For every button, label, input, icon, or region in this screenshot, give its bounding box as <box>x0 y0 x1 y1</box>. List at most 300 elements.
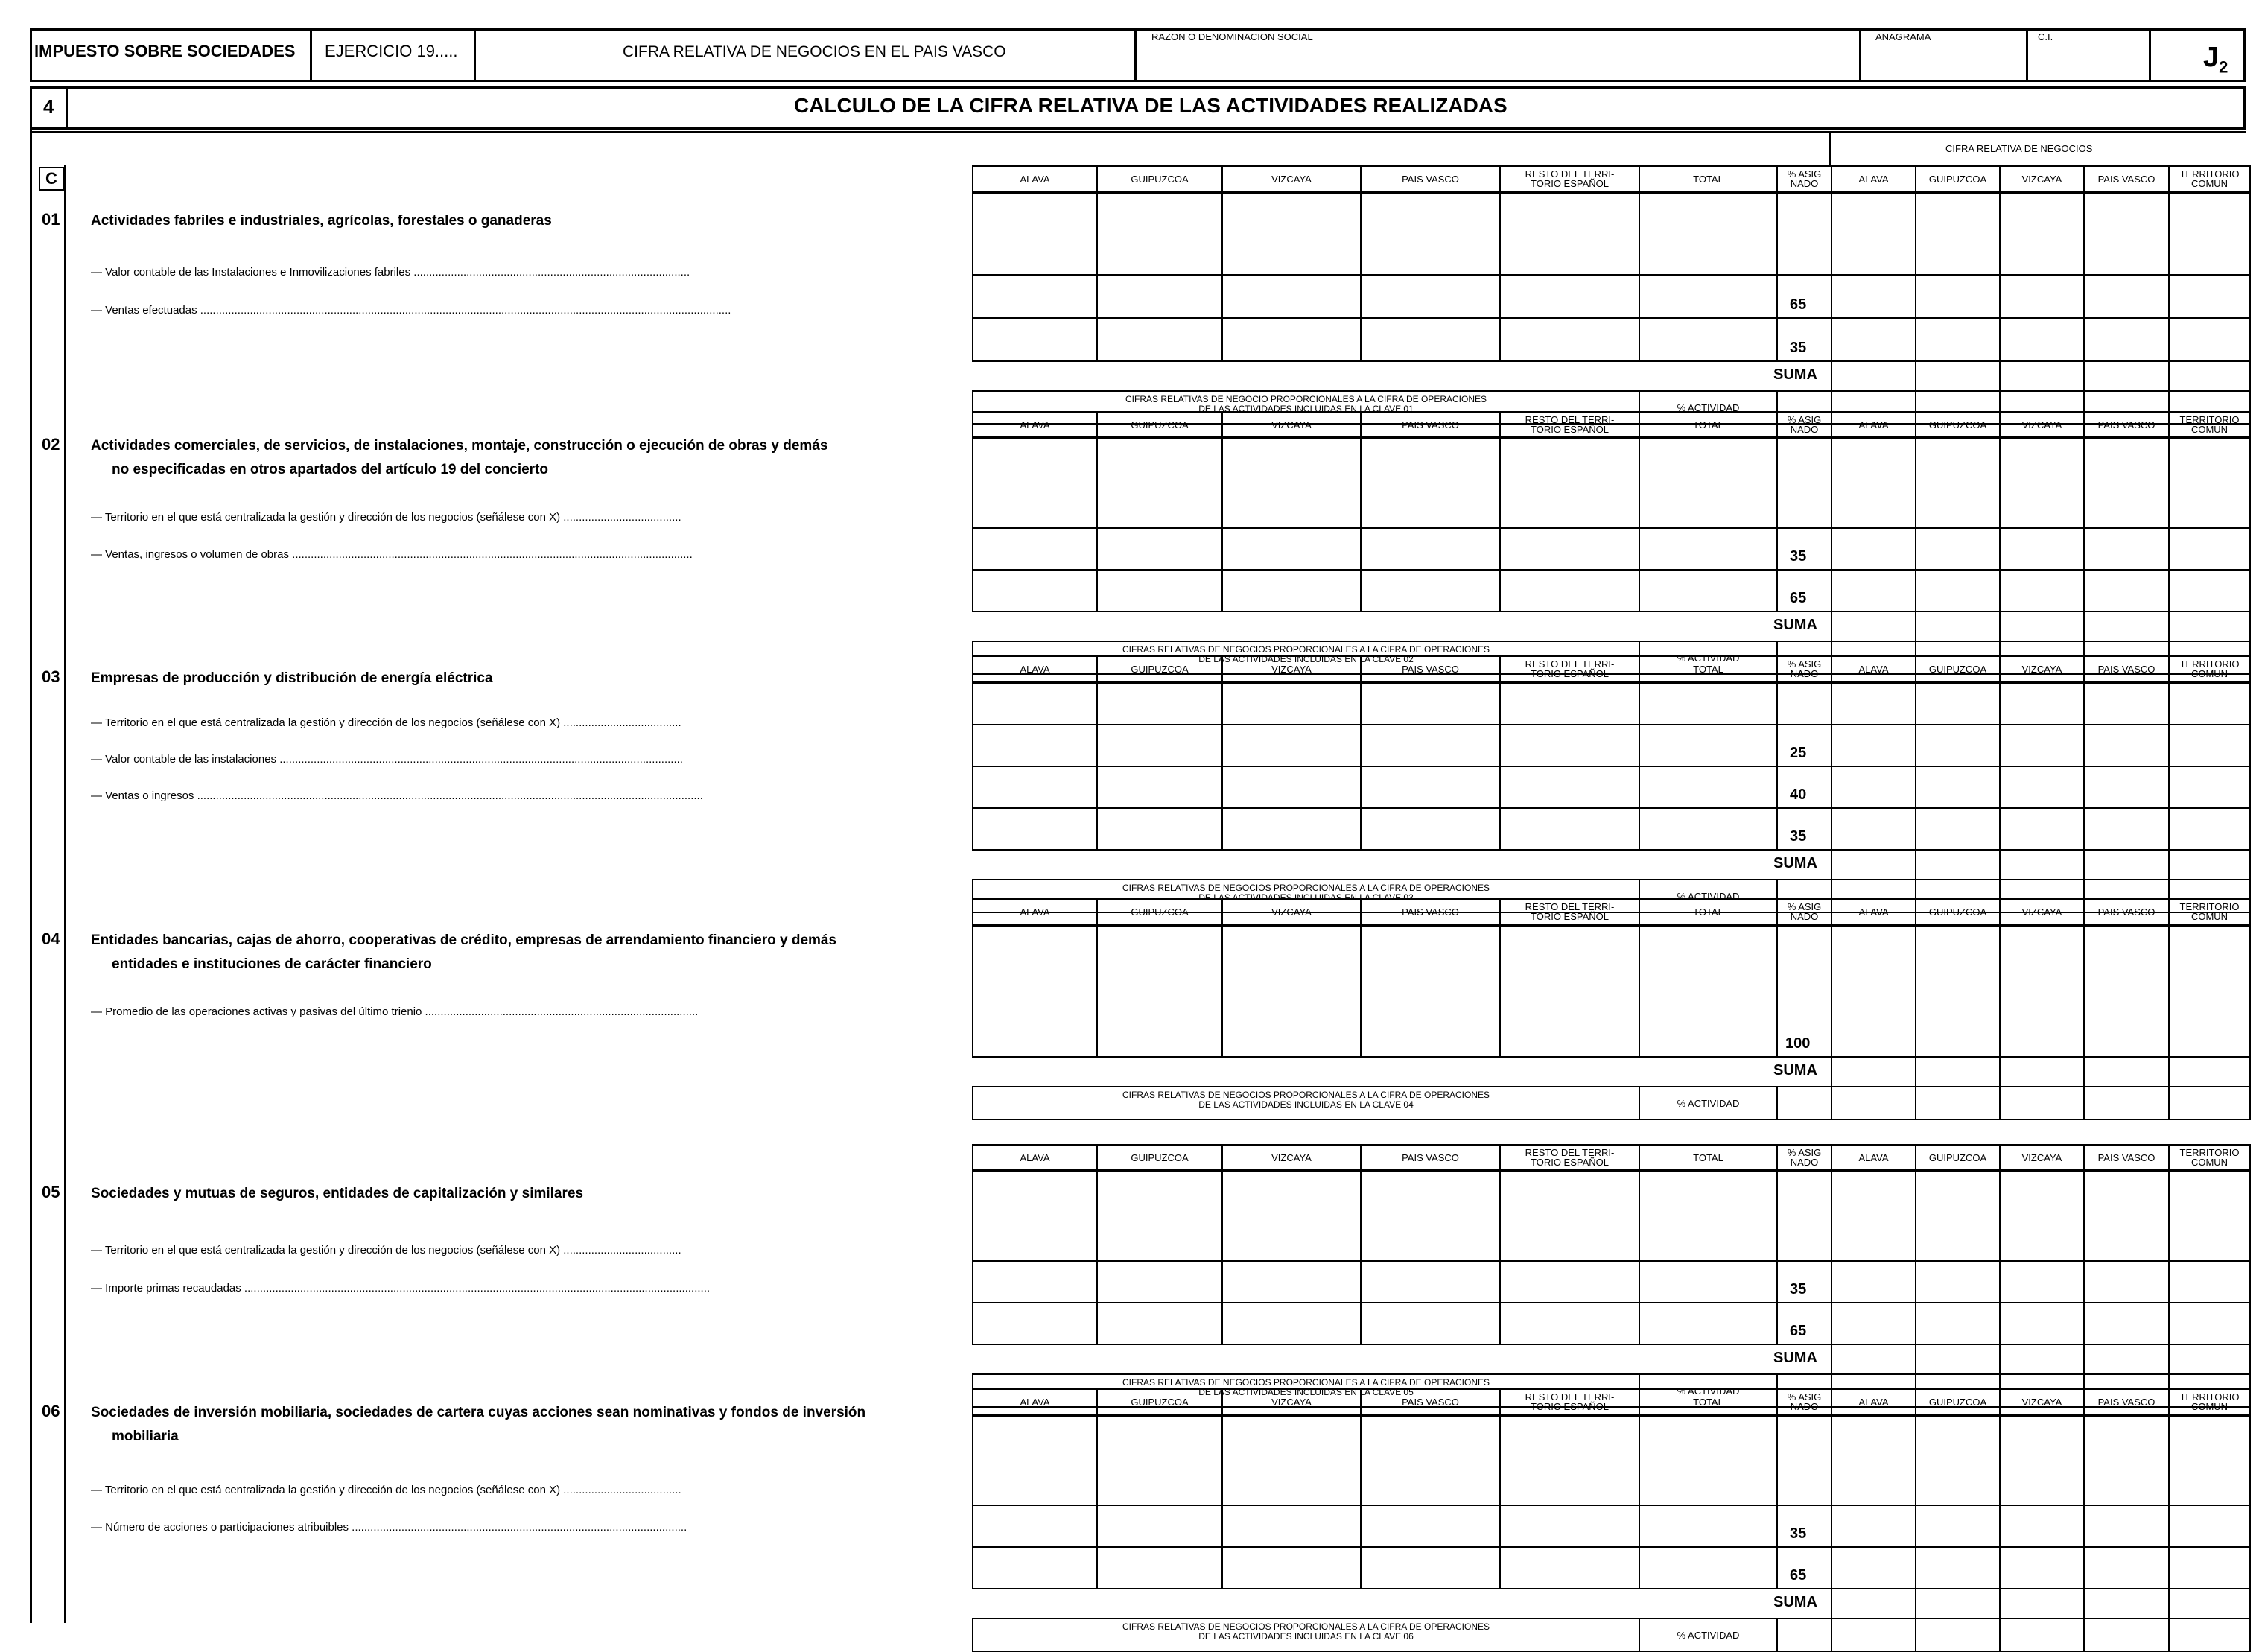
proportional-cell[interactable] <box>1831 1086 1916 1120</box>
amount-cell[interactable] <box>972 1505 1098 1548</box>
amount-cell[interactable] <box>972 1260 1098 1303</box>
amount-cell[interactable] <box>1831 1546 1916 1589</box>
amount-cell[interactable] <box>1096 682 1223 725</box>
amount-cell[interactable] <box>2168 317 2251 362</box>
amount-cell[interactable] <box>1499 317 1640 362</box>
amount-cell[interactable] <box>1360 569 1501 612</box>
amount-cell[interactable] <box>1096 569 1223 612</box>
proportional-cell[interactable] <box>2083 1086 2170 1120</box>
column-header: VIZCAYA <box>1999 1144 2085 1171</box>
amount-cell[interactable] <box>1360 317 1501 362</box>
amount-cell[interactable] <box>1096 1546 1223 1589</box>
amount-cell[interactable] <box>2168 527 2251 571</box>
column-header: GUIPUZCOA <box>1915 411 2001 438</box>
amount-cell[interactable] <box>1221 192 1362 276</box>
proportional-cell[interactable] <box>2168 1618 2251 1652</box>
suma-cell[interactable] <box>1831 849 1916 880</box>
amount-cell[interactable] <box>1360 274 1501 319</box>
amount-cell[interactable] <box>1360 192 1501 276</box>
amount-cell[interactable] <box>2083 1415 2170 1506</box>
amount-cell[interactable] <box>1096 807 1223 851</box>
column-header: % ASIG NADO <box>1776 1144 1832 1171</box>
amount-cell[interactable] <box>1999 274 2085 319</box>
amount-cell[interactable] <box>1999 1505 2085 1548</box>
amount-cell[interactable] <box>2168 682 2251 725</box>
amount-cell[interactable] <box>2083 766 2170 809</box>
amount-cell[interactable] <box>2083 1260 2170 1303</box>
section-title-line: Sociedades y mutuas de seguros, entidades de capitalización y similares <box>91 1186 584 1201</box>
column-header: PAIS VASCO <box>2083 1388 2170 1415</box>
amount-cell[interactable] <box>1831 1260 1916 1303</box>
amount-cell[interactable] <box>1499 438 1640 529</box>
suma-cell[interactable] <box>1915 1588 2001 1619</box>
suma-cell[interactable] <box>2168 611 2251 642</box>
amount-cell[interactable] <box>1999 527 2085 571</box>
amount-cell[interactable] <box>1915 807 2001 851</box>
amount-cell[interactable] <box>1221 569 1362 612</box>
suma-cell[interactable] <box>2083 611 2170 642</box>
column-header: GUIPUZCOA <box>1915 1144 2001 1171</box>
amount-cell[interactable] <box>2083 317 2170 362</box>
column-header: ALAVA <box>1831 1144 1916 1171</box>
amount-cell[interactable] <box>1096 438 1223 529</box>
criterion-item: — Promedio de las operaciones activas y pasivas del último trienio ........................................................................................ <box>91 1006 699 1018</box>
amount-cell[interactable] <box>2083 438 2170 529</box>
suma-label: SUMA <box>1773 1350 1817 1366</box>
amount-cell[interactable] <box>2168 766 2251 809</box>
amount-cell[interactable] <box>2083 925 2170 1058</box>
amount-cell[interactable] <box>972 192 1098 276</box>
amount-cell[interactable] <box>1999 724 2085 767</box>
amount-cell[interactable] <box>2083 192 2170 276</box>
amount-cell[interactable] <box>972 807 1098 851</box>
amount-cell[interactable] <box>2083 724 2170 767</box>
amount-cell[interactable] <box>1096 1505 1223 1548</box>
proportional-label: CIFRAS RELATIVAS DE NEGOCIOS PROPORCIONALES A LA CIFRA DE OPERACIONES DE LAS ACTIVIDADES INCLUIDAS EN LA CLAVE 06 <box>972 1618 1640 1652</box>
amount-cell[interactable] <box>1499 1302 1640 1345</box>
column-header: PAIS VASCO <box>2083 1144 2170 1171</box>
amount-cell[interactable] <box>1360 807 1501 851</box>
amount-cell[interactable] <box>1915 1505 2001 1548</box>
suma-cell[interactable] <box>1999 849 2085 880</box>
amount-cell[interactable] <box>1096 274 1223 319</box>
amount-cell[interactable] <box>2168 1546 2251 1589</box>
amount-cell[interactable] <box>1221 724 1362 767</box>
amount-cell[interactable] <box>1831 438 1916 529</box>
suma-cell[interactable] <box>1831 611 1916 642</box>
suma-cell[interactable] <box>2083 1344 2170 1375</box>
column-header: GUIPUZCOA <box>1915 898 2001 925</box>
suma-cell[interactable] <box>1915 1056 2001 1087</box>
amount-cell[interactable] <box>972 1415 1098 1506</box>
suma-label: SUMA <box>1773 617 1817 633</box>
column-header: GUIPUZCOA <box>1096 898 1223 925</box>
amount-cell[interactable] <box>1831 724 1916 767</box>
amount-cell[interactable] <box>1999 438 2085 529</box>
amount-cell[interactable] <box>1831 682 1916 725</box>
amount-cell[interactable] <box>1096 317 1223 362</box>
amount-cell[interactable] <box>1360 1260 1501 1303</box>
amount-cell[interactable] <box>972 1171 1098 1262</box>
suma-cell[interactable] <box>2083 849 2170 880</box>
column-header: VIZCAYA <box>1999 1388 2085 1415</box>
suma-cell[interactable] <box>1831 360 1916 392</box>
amount-cell[interactable] <box>1915 317 2001 362</box>
amount-cell[interactable] <box>2168 438 2251 529</box>
section-title-line: no especificadas en otros apartados del artículo 19 del concierto <box>112 462 549 477</box>
ci-label: C.I. <box>2038 31 2053 42</box>
column-header: RESTO DEL TERRI- TORIO ESPAÑOL <box>1499 165 1640 192</box>
amount-cell[interactable] <box>1999 807 2085 851</box>
amount-cell[interactable] <box>1096 1260 1223 1303</box>
amount-cell[interactable] <box>2083 1546 2170 1589</box>
amount-cell[interactable] <box>1915 527 2001 571</box>
suma-cell[interactable] <box>1831 1588 1916 1619</box>
amount-cell[interactable] <box>1360 766 1501 809</box>
criterion-item: — Importe primas recaudadas ...................................................................................................................................................... <box>91 1282 711 1294</box>
criterion-item: — Territorio en el que está centralizada la gestión y dirección de los negocios (señálese con X) ...................................... <box>91 717 681 729</box>
suma-cell[interactable] <box>1831 1056 1916 1087</box>
amount-cell[interactable] <box>1639 807 1778 851</box>
amount-cell[interactable] <box>1221 1546 1362 1589</box>
amount-cell[interactable] <box>1639 682 1778 725</box>
amount-cell[interactable] <box>972 682 1098 725</box>
amount-cell[interactable] <box>1499 682 1640 725</box>
proportional-cell[interactable] <box>1999 1618 2085 1652</box>
amount-cell[interactable] <box>1915 1302 2001 1345</box>
amount-cell[interactable] <box>1999 1171 2085 1262</box>
column-header: TOTAL <box>1639 1144 1778 1171</box>
assigned-percentage: 25 <box>1790 745 1807 761</box>
amount-cell[interactable] <box>1499 1171 1640 1262</box>
suma-cell[interactable] <box>1999 1344 2085 1375</box>
section-code: 06 <box>42 1402 60 1420</box>
amount-cell[interactable] <box>1096 527 1223 571</box>
section-title-line: entidades e instituciones de carácter financiero <box>112 956 432 972</box>
amount-cell[interactable] <box>1639 724 1778 767</box>
assigned-percentage: 35 <box>1790 1281 1807 1297</box>
amount-cell[interactable] <box>1831 1171 1916 1262</box>
amount-cell[interactable] <box>1915 1171 2001 1262</box>
suma-cell[interactable] <box>1915 360 2001 392</box>
amount-cell[interactable] <box>1639 1171 1778 1262</box>
amount-cell[interactable] <box>1999 192 2085 276</box>
amount-cell[interactable] <box>2168 1171 2251 1262</box>
amount-cell[interactable] <box>2083 527 2170 571</box>
amount-cell[interactable] <box>2083 569 2170 612</box>
suma-cell[interactable] <box>2168 360 2251 392</box>
amount-cell[interactable] <box>972 527 1098 571</box>
amount-cell[interactable] <box>2168 274 2251 319</box>
ci-field[interactable] <box>2030 46 2147 79</box>
amount-cell[interactable] <box>2168 1260 2251 1303</box>
amount-cell[interactable] <box>1360 724 1501 767</box>
assigned-percentage: 100 <box>1785 1035 1811 1052</box>
amount-cell[interactable] <box>1999 1260 2085 1303</box>
amount-cell[interactable] <box>2083 1505 2170 1548</box>
amount-cell[interactable] <box>1831 527 1916 571</box>
column-header: PAIS VASCO <box>1360 411 1501 438</box>
amount-cell[interactable] <box>1499 192 1640 276</box>
column-header: TERRITORIO COMUN <box>2168 165 2251 192</box>
amount-cell[interactable] <box>2083 1171 2170 1262</box>
suma-cell[interactable] <box>1999 1588 2085 1619</box>
activity-percent-label: % ACTIVIDAD <box>1639 1618 1778 1652</box>
column-header: VIZCAYA <box>1999 898 2085 925</box>
amount-cell[interactable] <box>1639 1260 1778 1303</box>
amount-cell[interactable] <box>1999 569 2085 612</box>
column-header: GUIPUZCOA <box>1915 655 2001 682</box>
proportional-cell[interactable] <box>1776 1618 1832 1652</box>
amount-cell[interactable] <box>1221 682 1362 725</box>
amount-cell[interactable] <box>2083 807 2170 851</box>
amount-cell[interactable] <box>1221 317 1362 362</box>
column-header: TOTAL <box>1639 1388 1778 1415</box>
amount-cell[interactable] <box>1221 1171 1362 1262</box>
amount-cell[interactable] <box>1915 569 2001 612</box>
column-header: ALAVA <box>1831 1388 1916 1415</box>
amount-cell[interactable] <box>1499 925 1640 1058</box>
column-header: RESTO DEL TERRI- TORIO ESPAÑOL <box>1499 1388 1640 1415</box>
amount-cell[interactable] <box>2168 1505 2251 1548</box>
amount-cell[interactable] <box>2168 724 2251 767</box>
amount-cell[interactable] <box>1221 807 1362 851</box>
amount-cell[interactable] <box>1221 925 1362 1058</box>
amount-cell[interactable] <box>1096 1302 1223 1345</box>
amount-cell[interactable] <box>1639 192 1778 276</box>
amount-cell[interactable] <box>1915 1260 2001 1303</box>
column-header: ALAVA <box>972 165 1098 192</box>
amount-cell[interactable] <box>1096 766 1223 809</box>
proportional-cell[interactable] <box>2083 1618 2170 1652</box>
amount-cell[interactable] <box>1639 438 1778 529</box>
amount-cell[interactable] <box>1360 1302 1501 1345</box>
header-divider <box>1859 28 1861 82</box>
amount-cell[interactable] <box>1639 1546 1778 1589</box>
column-header: VIZCAYA <box>1221 411 1362 438</box>
criterion-item: — Valor contable de las Instalaciones e Inmovilizaciones fabriles ......................................................................................... <box>91 266 690 279</box>
amount-cell[interactable] <box>1831 807 1916 851</box>
amount-cell[interactable] <box>1499 1505 1640 1548</box>
amount-cell[interactable] <box>1639 569 1778 612</box>
amount-cell[interactable] <box>972 766 1098 809</box>
amount-cell[interactable] <box>1096 1415 1223 1506</box>
amount-cell[interactable] <box>1221 1260 1362 1303</box>
suma-cell[interactable] <box>1831 1344 1916 1375</box>
amount-cell[interactable] <box>1915 1546 2001 1589</box>
assigned-percentage: 35 <box>1790 1525 1807 1542</box>
amount-cell[interactable] <box>1499 807 1640 851</box>
amount-cell[interactable] <box>1096 192 1223 276</box>
amount-cell[interactable] <box>1499 569 1640 612</box>
amount-cell[interactable] <box>1831 1415 1916 1506</box>
amount-cell[interactable] <box>1221 766 1362 809</box>
suma-cell[interactable] <box>1915 849 2001 880</box>
amount-cell[interactable] <box>972 274 1098 319</box>
exercise-field[interactable]: EJERCICIO 19..... <box>325 42 458 60</box>
column-header: VIZCAYA <box>1221 655 1362 682</box>
amount-cell[interactable] <box>1096 925 1223 1058</box>
amount-cell[interactable] <box>1915 724 2001 767</box>
amount-cell[interactable] <box>2168 925 2251 1058</box>
suma-cell[interactable] <box>2168 1056 2251 1087</box>
amount-cell[interactable] <box>1360 438 1501 529</box>
amount-cell[interactable] <box>1915 1415 2001 1506</box>
suma-cell[interactable] <box>2168 1588 2251 1619</box>
amount-cell[interactable] <box>1915 766 2001 809</box>
amount-cell[interactable] <box>2168 1302 2251 1345</box>
amount-cell[interactable] <box>1999 317 2085 362</box>
column-header: ALAVA <box>972 1144 1098 1171</box>
percentage-cell <box>1776 1415 1832 1506</box>
amount-cell[interactable] <box>1831 1302 1916 1345</box>
amount-cell[interactable] <box>1831 317 1916 362</box>
top-rule <box>30 131 2246 133</box>
proportional-cell[interactable] <box>1999 1086 2085 1120</box>
amount-cell[interactable] <box>2168 569 2251 612</box>
column-header: TERRITORIO COMUN <box>2168 1144 2251 1171</box>
amount-cell[interactable] <box>1096 724 1223 767</box>
amount-cell[interactable] <box>1639 1302 1778 1345</box>
amount-cell[interactable] <box>1915 438 2001 529</box>
amount-cell[interactable] <box>1499 274 1640 319</box>
amount-cell[interactable] <box>1360 1171 1501 1262</box>
column-header: TOTAL <box>1639 655 1778 682</box>
column-header: ALAVA <box>972 411 1098 438</box>
amount-cell[interactable] <box>1999 925 2085 1058</box>
amount-cell[interactable] <box>972 1546 1098 1589</box>
proportional-cell[interactable] <box>1831 1618 1916 1652</box>
suma-cell[interactable] <box>1915 1344 2001 1375</box>
activity-percent-label: % ACTIVIDAD <box>1639 1373 1778 1408</box>
amount-cell[interactable] <box>1221 274 1362 319</box>
amount-cell[interactable] <box>2083 682 2170 725</box>
column-header: ALAVA <box>1831 165 1916 192</box>
amount-cell[interactable] <box>972 1302 1098 1345</box>
amount-cell[interactable] <box>972 925 1098 1058</box>
suma-cell[interactable] <box>2168 1344 2251 1375</box>
column-header: PAIS VASCO <box>2083 165 2170 192</box>
assigned-percentage: 65 <box>1790 1567 1807 1583</box>
amount-cell[interactable] <box>1360 1505 1501 1548</box>
amount-cell[interactable] <box>1639 1415 1778 1506</box>
code-column-header <box>39 167 64 191</box>
amount-cell[interactable] <box>1831 925 1916 1058</box>
amount-cell[interactable] <box>1915 192 2001 276</box>
amount-cell[interactable] <box>2168 807 2251 851</box>
company-name-field[interactable] <box>1140 46 1855 79</box>
column-header: PAIS VASCO <box>1360 655 1501 682</box>
suma-cell[interactable] <box>2083 1056 2170 1087</box>
amount-cell[interactable] <box>2083 274 2170 319</box>
amount-cell[interactable] <box>1096 1171 1223 1262</box>
amount-cell[interactable] <box>1221 1505 1362 1548</box>
header-divider <box>474 28 476 82</box>
suma-cell[interactable] <box>2083 360 2170 392</box>
group-header-box <box>1829 133 1831 165</box>
amount-cell[interactable] <box>1831 1505 1916 1548</box>
amount-cell[interactable] <box>1915 925 2001 1058</box>
amount-cell[interactable] <box>1639 766 1778 809</box>
column-header: ALAVA <box>972 1388 1098 1415</box>
amount-cell[interactable] <box>1639 527 1778 571</box>
amount-cell[interactable] <box>972 438 1098 529</box>
amount-cell[interactable] <box>2168 1415 2251 1506</box>
header-divider <box>1134 28 1137 82</box>
amount-cell[interactable] <box>1999 682 2085 725</box>
section-title-line: Sociedades de inversión mobiliaria, sociedades de cartera cuyas acciones sean nominativas y fondos de inversión <box>91 1405 866 1420</box>
code-column-label: C <box>45 169 57 188</box>
activity-percent-label: % ACTIVIDAD <box>1639 390 1778 425</box>
amount-cell[interactable] <box>972 724 1098 767</box>
suma-cell[interactable] <box>2168 849 2251 880</box>
suma-cell[interactable] <box>1915 611 2001 642</box>
amount-cell[interactable] <box>1360 1546 1501 1589</box>
proportional-cell[interactable] <box>1915 1086 2001 1120</box>
amount-cell[interactable] <box>1221 527 1362 571</box>
criterion-item: — Territorio en el que está centralizada la gestión y dirección de los negocios (señálese con X) ...................................... <box>91 1244 681 1257</box>
amount-cell[interactable] <box>972 317 1098 362</box>
amount-cell[interactable] <box>1360 1415 1501 1506</box>
anagram-field[interactable] <box>1864 46 2023 79</box>
amount-cell[interactable] <box>1639 1505 1778 1548</box>
amount-cell[interactable] <box>972 569 1098 612</box>
amount-cell[interactable] <box>1999 1415 2085 1506</box>
amount-cell[interactable] <box>1499 766 1640 809</box>
suma-cell[interactable] <box>2083 1588 2170 1619</box>
amount-cell[interactable] <box>1639 925 1778 1058</box>
amount-cell[interactable] <box>2083 1302 2170 1345</box>
suma-cell[interactable] <box>1999 1056 2085 1087</box>
amount-cell[interactable] <box>1915 682 2001 725</box>
proportional-cell[interactable] <box>1915 1618 2001 1652</box>
amount-cell[interactable] <box>1360 925 1501 1058</box>
percentage-cell <box>1776 192 1832 276</box>
section-number: 4 <box>43 95 54 118</box>
proportional-cell[interactable] <box>1776 1086 1832 1120</box>
section-title-line: Entidades bancarias, cajas de ahorro, cooperativas de crédito, empresas de arrendamiento financiero y demás <box>91 933 837 948</box>
amount-cell[interactable] <box>1831 766 1916 809</box>
proportional-cell[interactable] <box>2168 1086 2251 1120</box>
amount-cell[interactable] <box>1221 1302 1362 1345</box>
amount-cell[interactable] <box>2168 192 2251 276</box>
amount-cell[interactable] <box>1639 274 1778 319</box>
amount-cell[interactable] <box>1499 527 1640 571</box>
amount-cell[interactable] <box>1499 1546 1640 1589</box>
suma-cell[interactable] <box>1999 360 2085 392</box>
amount-cell[interactable] <box>1360 527 1501 571</box>
column-header: GUIPUZCOA <box>1096 655 1223 682</box>
amount-cell[interactable] <box>1831 569 1916 612</box>
amount-cell[interactable] <box>1915 274 2001 319</box>
amount-cell[interactable] <box>1221 438 1362 529</box>
amount-cell[interactable] <box>1999 766 2085 809</box>
amount-cell[interactable] <box>1999 1302 2085 1345</box>
amount-cell[interactable] <box>1639 317 1778 362</box>
amount-cell[interactable] <box>1831 192 1916 276</box>
amount-cell[interactable] <box>1499 724 1640 767</box>
amount-cell[interactable] <box>1499 1415 1640 1506</box>
column-header: PAIS VASCO <box>1360 1144 1501 1171</box>
column-header: GUIPUZCOA <box>1096 1388 1223 1415</box>
amount-cell[interactable] <box>1499 1260 1640 1303</box>
amount-cell[interactable] <box>1999 1546 2085 1589</box>
suma-cell[interactable] <box>1999 611 2085 642</box>
amount-cell[interactable] <box>1221 1415 1362 1506</box>
amount-cell[interactable] <box>1360 682 1501 725</box>
amount-cell[interactable] <box>1831 274 1916 319</box>
column-header: RESTO DEL TERRI- TORIO ESPAÑOL <box>1499 655 1640 682</box>
